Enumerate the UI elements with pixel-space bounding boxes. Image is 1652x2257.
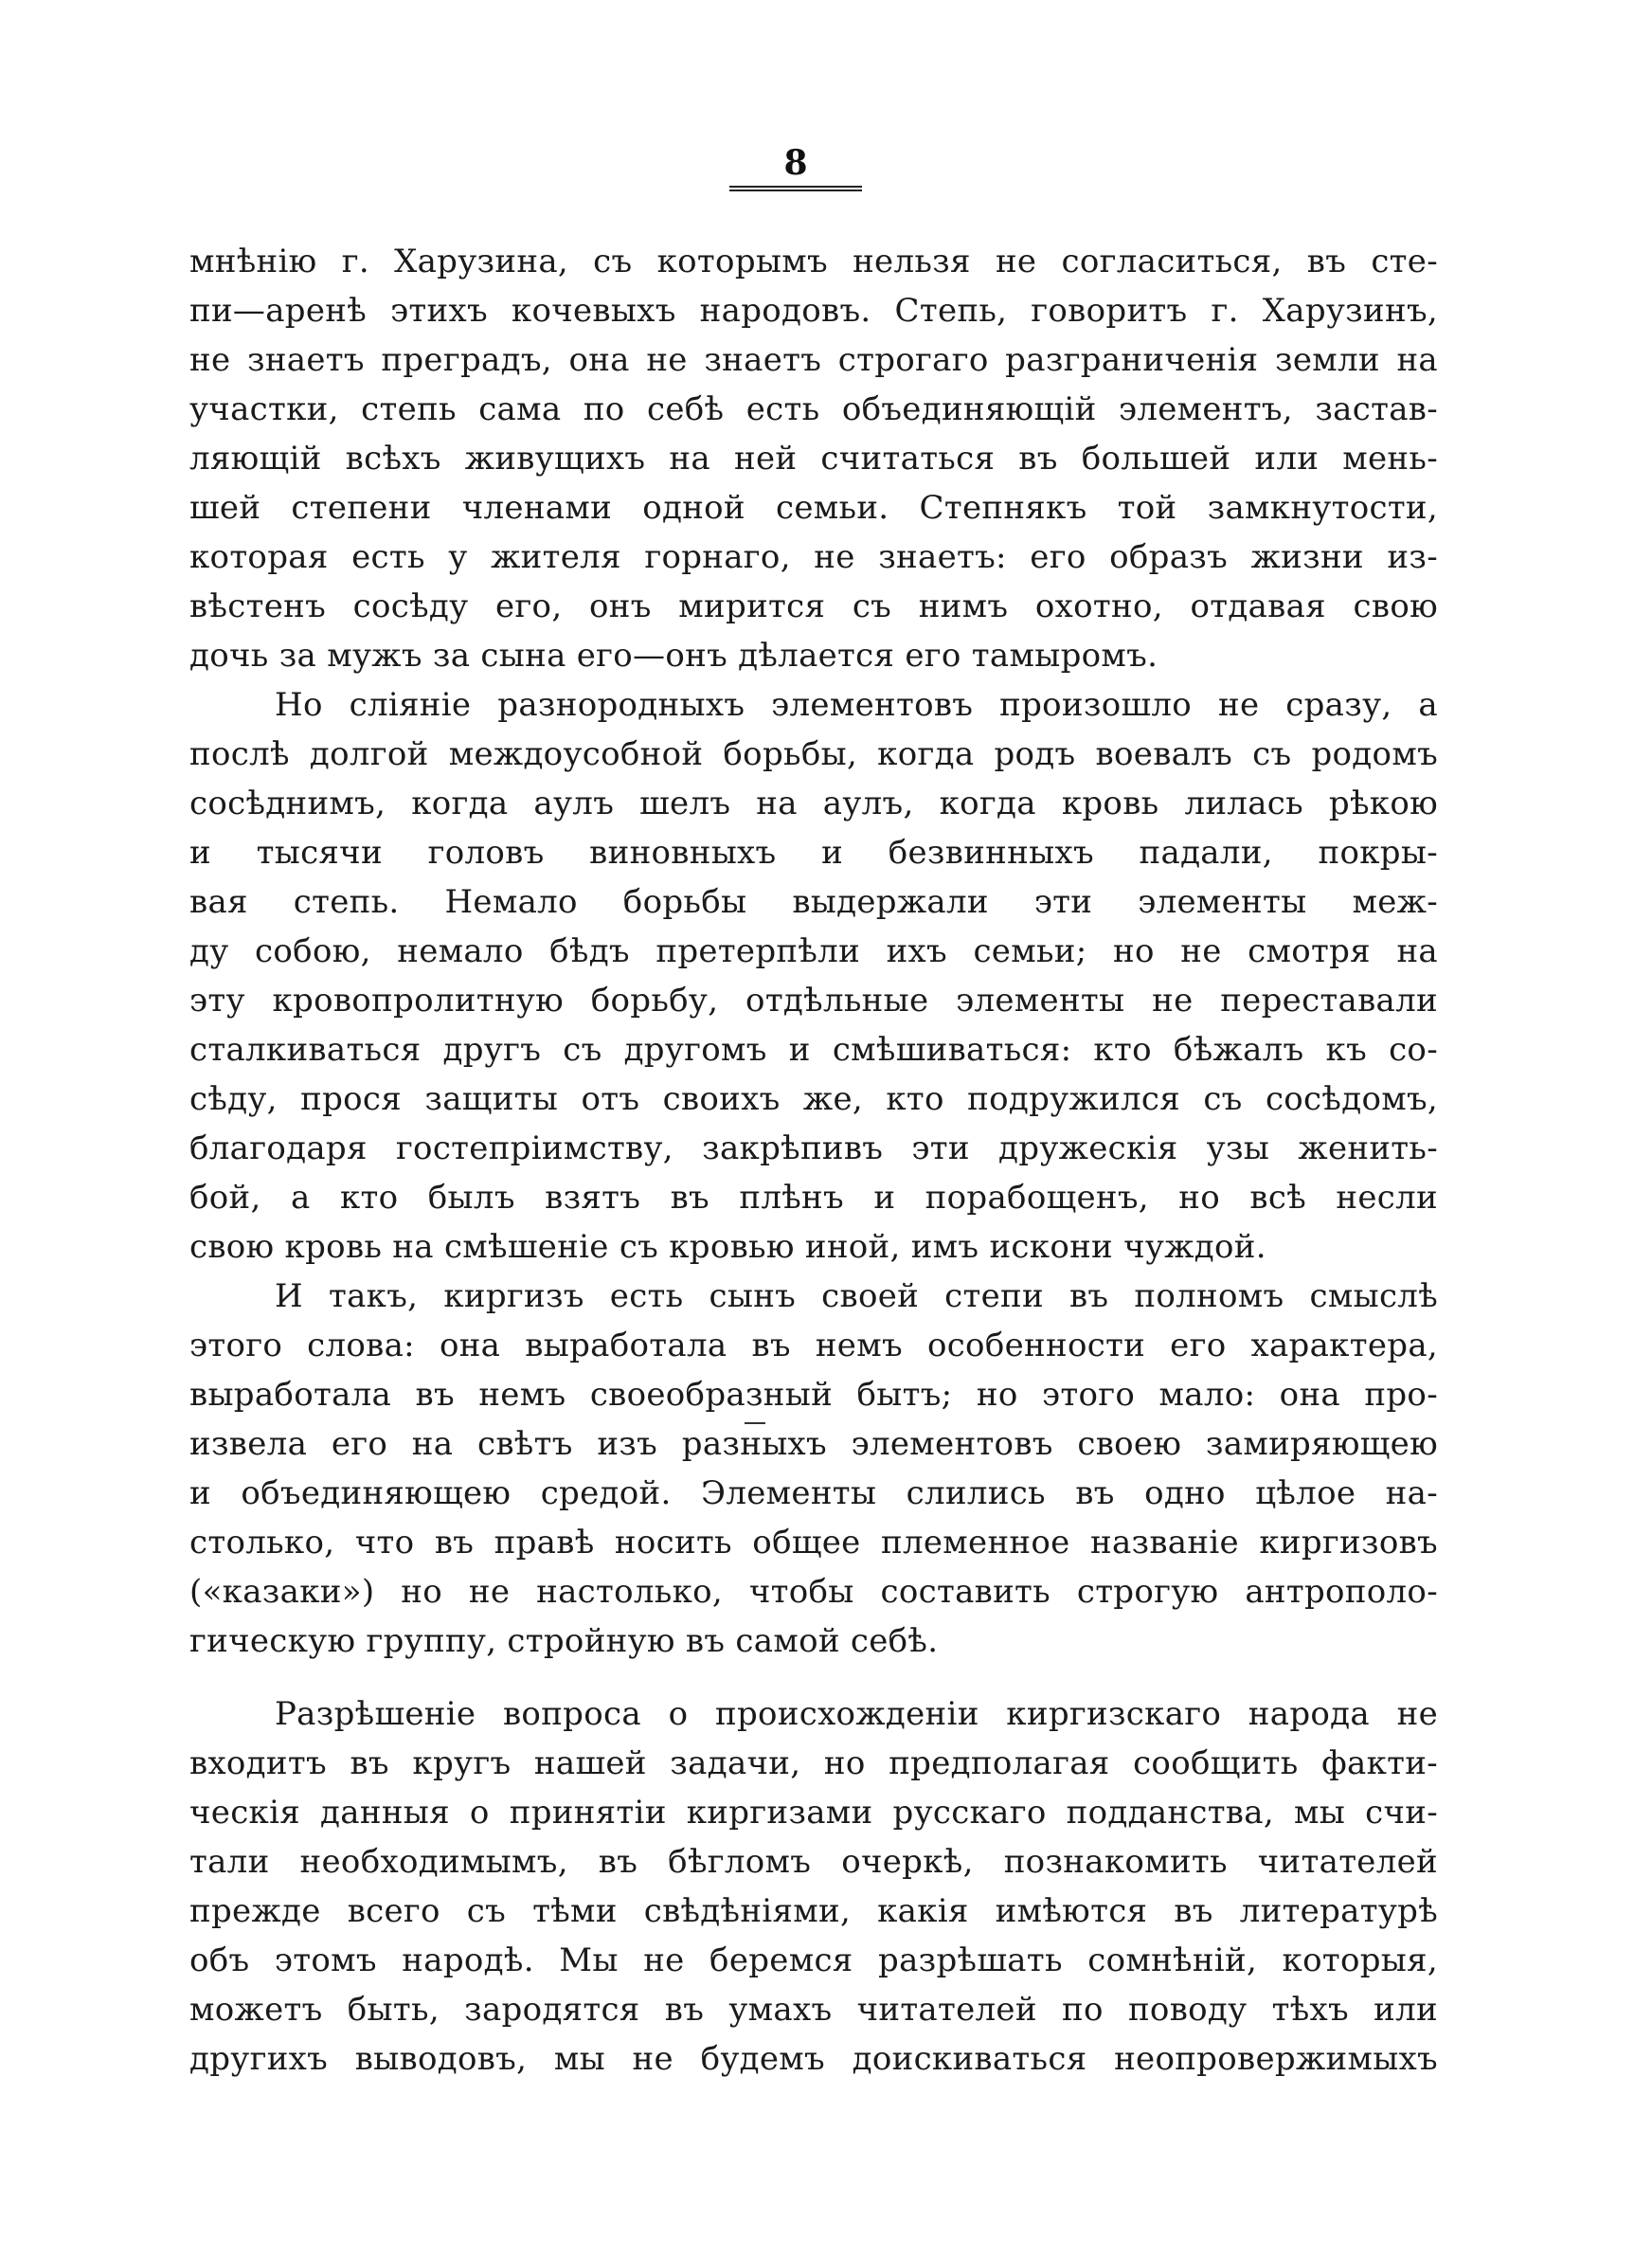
text-line: благодаря гостепріимству, закрѣпивъ эти дружескія узы женить- — [189, 1129, 1438, 1167]
text-line: участки, степь сама по себѣ есть объединяющій элементъ, застав- — [189, 390, 1438, 428]
text-line: вая степь. Немало борьбы выдержали эти элементы меж- — [189, 883, 1438, 921]
text-line: которая есть у жителя горнаго, не знаетъ: его образъ жизни из- — [189, 538, 1438, 576]
text-line: ляющій всѣхъ живущихъ на ней считаться въ большей или мень- — [189, 440, 1438, 478]
text-line: гическую группу, стройную въ самой себѣ. — [189, 1622, 939, 1660]
text-line: прежде всего съ тѣми свѣдѣніями, какія имѣются въ литературѣ — [189, 1892, 1438, 1930]
text-line: извела его на свѣтъ изъ разныхъ элементовъ своею замиряющею — [189, 1425, 1438, 1463]
page-number: 8 — [783, 143, 808, 183]
text-line: можетъ быть, зародятся въ умахъ читателей по поводу тѣхъ или — [189, 1991, 1438, 2029]
text-line: не знаетъ преградъ, она не знаетъ строгаго разграниченія земли на — [189, 341, 1438, 379]
text-line: послѣ долгой междоусобной борьбы, когда родъ воевалъ съ родомъ — [189, 735, 1438, 773]
text-line: сталкиваться другъ съ другомъ и смѣшиваться: кто бѣжалъ къ со- — [189, 1031, 1438, 1069]
text-line: бой, а кто былъ взятъ въ плѣнъ и порабощенъ, но всѣ несли — [189, 1179, 1438, 1217]
text-block-1 — [189, 237, 1438, 1666]
text-line: свою кровь на смѣшеніе съ кровью иной, имъ искони чуждой. — [189, 1228, 1266, 1266]
text-line: и тысячи головъ виновныхъ и безвинныхъ падали, покры- — [189, 834, 1438, 872]
text-line: и объединяющею средой. Элементы слились въ одно цѣлое на- — [189, 1474, 1438, 1512]
text-line: входитъ въ кругъ нашей задачи, но предполагая сообщить факти- — [189, 1744, 1438, 1782]
text-line: эту кровопролитную борьбу, отдѣльные элементы не переставали — [189, 982, 1438, 1020]
text-line: вѣстенъ сосѣду его, онъ мирится съ нимъ охотно, отдавая свою — [189, 587, 1438, 625]
section-separator — [745, 1422, 765, 1424]
page-header — [720, 142, 871, 191]
text-line: сѣду, прося защиты отъ своихъ же, кто подружился съ сосѣдомъ, — [189, 1080, 1438, 1118]
text-line: этого слова: она выработала въ немъ особенности его характера, — [189, 1327, 1438, 1364]
text-block-2 — [189, 1689, 1438, 2084]
header-rule — [729, 186, 862, 191]
text-line: тали необходимымъ, въ бѣгломъ очеркѣ, познакомить читателей — [189, 1843, 1438, 1881]
text-line: дочь за мужъ за сына его—онъ дѣлается его тамыромъ. — [189, 637, 1158, 675]
text-line: Разрѣшеніе вопроса о происхожденіи киргизскаго народа не — [275, 1695, 1438, 1733]
text-line: («казаки») но не настолько, чтобы составить строгую антрополо- — [189, 1573, 1438, 1611]
text-line: ду собою, немало бѣдъ претерпѣли ихъ семьи; но не смотря на — [189, 932, 1438, 970]
text-line: выработала въ немъ своеобразный бытъ; но этого мало: она про- — [189, 1376, 1438, 1414]
text-line: И такъ, киргизъ есть сынъ своей степи въ полномъ смыслѣ — [275, 1277, 1438, 1315]
text-line: сосѣднимъ, когда аулъ шелъ на аулъ, когда кровь лилась рѣкою — [189, 785, 1438, 822]
text-line: столько, что въ правѣ носить общее племенное названіе киргизовъ — [189, 1524, 1438, 1562]
text-line: пи—аренѣ этихъ кочевыхъ народовъ. Степь, говоритъ г. Харузинъ, — [189, 292, 1438, 330]
text-line: Но сліяніе разнородныхъ элементовъ произошло не сразу, а — [275, 686, 1438, 724]
text-line: шей степени членами одной семьи. Степнякъ той замкнутости, — [189, 489, 1438, 527]
text-line: мнѣнію г. Харузина, съ которымъ нельзя не согласиться, въ сте- — [189, 243, 1438, 280]
text-line: объ этомъ народѣ. Мы не беремся разрѣшать сомнѣній, которыя, — [189, 1941, 1438, 1979]
text-line: ческія данныя о принятіи киргизами русскаго подданства, мы счи- — [189, 1794, 1438, 1832]
text-line: другихъ выводовъ, мы не будемъ доискиваться неопровержимыхъ — [189, 2040, 1438, 2078]
